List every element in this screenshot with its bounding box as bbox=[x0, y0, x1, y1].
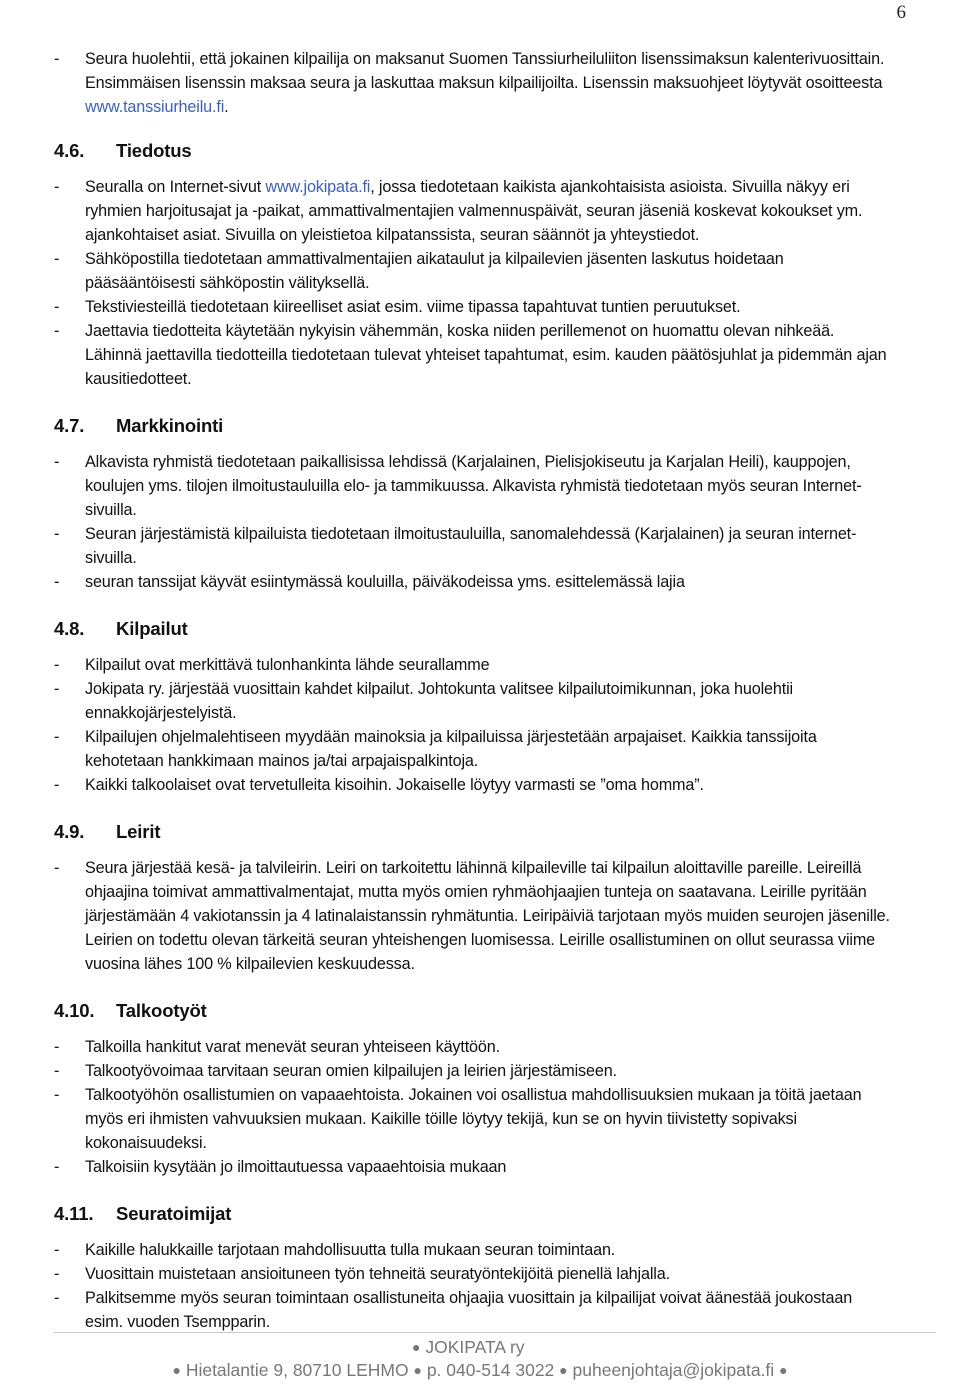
list-item: - Kaikille halukkaille tarjotaan mahdollisuutta tulla mukaan seuran toimintaan. bbox=[54, 1238, 894, 1262]
list-item: - seuran tanssijat käyvät esiintymässä kouluilla, päiväkodeissa yms. esittelemässä lajia bbox=[54, 570, 894, 594]
section-heading-leirit: 4.9. Leirit bbox=[54, 821, 161, 842]
list-item: - Alkavista ryhmistä tiedotetaan paikallisissa lehdissä (Karjalainen, Pielisjokiseutu ja Karjalan Heili), kauppojen, koulujen yms. tilojen ilmoitustauluilla elo- ja tammikuussa. Alkavista ryhmistä tiedotetaan myös seuran Internet-sivuilla. bbox=[54, 450, 894, 522]
footer-email[interactable]: puheenjohtaja@jokipata.fi bbox=[572, 1360, 775, 1380]
footer-phone: p. 040-514 3022 bbox=[426, 1360, 555, 1380]
list-item: - Tekstiviesteillä tiedotetaan kiireelliset asiat esim. viime tipassa tapahtuvat tuntien peruutukset. bbox=[54, 295, 894, 319]
footer-contact bbox=[0, 1360, 960, 1381]
list-item-text: Kilpailut ovat merkittävä tulonhankinta lähde seurallamme bbox=[85, 656, 490, 674]
list-item-text: Talkoilla hankitut varat menevät seuran yhteiseen käyttöön. bbox=[85, 1038, 500, 1056]
list-item-text: Palkitsemme myös seuran toimintaan osallistuneita ohjaajia vuosittain ja kilpailijat voivat äänestää joukostaan esim. vuoden Tsempparin. bbox=[85, 1289, 853, 1331]
bullet-icon: ● bbox=[412, 1339, 421, 1355]
list-item: - Vuosittain muistetaan ansioituneen työn tehneitä seuratyöntekijöitä pienellä lahjalla. bbox=[54, 1262, 894, 1286]
page-number: 6 bbox=[896, 2, 906, 23]
list-item-text: Talkoisiin kysytään jo ilmoittautuessa vapaaehtoisia mukaan bbox=[85, 1158, 507, 1176]
section-tiedotus bbox=[54, 175, 894, 391]
list-item-text: Seuralla on Internet-sivut www.jokipata.fi, jossa tiedotetaan kaikista ajankohtaisista asioista. Sivuilla näkyy eri ryhmien harjoitusajat ja -paikat, ammattivalmentajien valmennuspäivät, seuran jäseniä koskevat kokoukset ym. ajankohtaiset asiat. Sivuilla on yleistietoa kilpatanssista, seuran säännöt ja yhteystiedot. bbox=[85, 178, 863, 244]
list-item: - Seura järjestää kesä- ja talvileirin. Leiri on tarkoitettu lähinnä kilpaileville tai kilpailun aloittaville pareille. Leireillä ohjaajina toimivat ammattivalmentajat, mutta myös omien ryhmäohjaajien tunteja on saatavana. Leirille pyritään järjestämään 4 vakiotanssin ja 4 latinalaistanssin ryhmätuntia. Leiripäiviä tarjotaan myös muiden seurojen jäsenille. Leirien on todettu olevan tärkeitä seuran yhteishengen luomisessa. Leirille osallistuminen on ollut seurassa viime vuosina lähes 100 % kilpailevien keskuudessa. bbox=[54, 856, 894, 976]
bullet-icon: ● bbox=[172, 1362, 181, 1378]
list-item: - Sähköpostilla tiedotetaan ammattivalmentajien aikataulut ja kilpailevien jäsenten laskutus hoidetaan pääsääntöisesti sähköpostin välityksellä. bbox=[54, 247, 894, 295]
list-item: - Kilpailut ovat merkittävä tulonhankinta lähde seurallamme bbox=[54, 653, 894, 677]
list-item: - Kilpailujen ohjelmalehtiseen myydään mainoksia ja kilpailuissa järjestetään arpajaiset. Kaikkia tanssijoita kehotetaan hankkimaan mainos ja/tai arpajaispalkintoja. bbox=[54, 725, 894, 773]
list-item: - Jokipata ry. järjestää vuosittain kahdet kilpailut. Johtokunta valitsee kilpailutoimikunnan, joka huolehtii ennakkojärjestelyistä. bbox=[54, 677, 894, 725]
list-item-text: Seura huolehtii, että jokainen kilpailija on maksanut Suomen Tanssiurheiluliiton lisenssimaksun kalenterivuosittain. Ensimmäisen lisenssin maksaa seura ja laskuttaa maksun kilpailijoilta. Lisenssin maksuohjeet löytyvät osoitteesta www.tanssiurheilu.fi. bbox=[85, 50, 885, 116]
list-item-text: Seuran järjestämistä kilpailuista tiedotetaan ilmoitustauluilla, sanomalehdessä (Karjalainen) ja seuran internet-sivuilla. bbox=[85, 525, 857, 567]
list-item: - Kaikki talkoolaiset ovat tervetulleita kisoihin. Jokaiselle löytyy varmasti se ”oma homma”. bbox=[54, 773, 894, 797]
document-body bbox=[54, 47, 894, 1334]
list-item-text: Alkavista ryhmistä tiedotetaan paikallisissa lehdissä (Karjalainen, Pielisjokiseutu ja Karjalan Heili), kauppojen, koulujen yms. tilojen ilmoitustauluilla elo- ja tammikuussa. Alkavista ryhmistä tiedotetaan myös seuran Internet-sivuilla. bbox=[85, 453, 862, 519]
section-heading-markkinointi: 4.7. Markkinointi bbox=[54, 415, 224, 436]
dash-bullet: - bbox=[54, 178, 60, 196]
list-item-text: Sähköpostilla tiedotetaan ammattivalmentajien aikataulut ja kilpailevien jäsenten laskutus hoidetaan pääsääntöisesti sähköpostin välityksellä. bbox=[85, 250, 784, 292]
list-item bbox=[54, 47, 894, 119]
list-item: - Talkoisiin kysytään jo ilmoittautuessa vapaaehtoisia mukaan bbox=[54, 1155, 894, 1179]
list-item-text: Tekstiviesteillä tiedotetaan kiireelliset asiat esim. viime tipassa tapahtuvat tuntien peruutukset. bbox=[85, 298, 741, 316]
list-item-text: Jaettavia tiedotteita käytetään nykyisin vähemmän, koska niiden perillemenot on huomattu olevan nihkeää. Lähinnä jaettavilla tiedotteilla tiedotetaan tulevat yhteiset tapahtumat, esim. kauden päätösjuhlat ja pidemmän ajan kausitiedotteet. bbox=[85, 322, 887, 388]
section-kilpailut bbox=[54, 653, 894, 797]
list-item: - Seuran järjestämistä kilpailuista tiedotetaan ilmoitustauluilla, sanomalehdessä (Karjalainen) ja seuran internet-sivuilla. bbox=[54, 522, 894, 570]
list-item-text: Talkootyövoimaa tarvitaan seuran omien kilpailujen ja leirien järjestämiseen. bbox=[85, 1062, 617, 1080]
bullet-icon: ● bbox=[779, 1362, 788, 1378]
section-seuratoimijat bbox=[54, 1238, 894, 1334]
list-item-text: Kaikille halukkaille tarjotaan mahdollisuutta tulla mukaan seuran toimintaan. bbox=[85, 1241, 616, 1259]
section-heading-talkootyot: 4.10. Talkootyöt bbox=[54, 1000, 207, 1021]
footer-org: ● JOKIPATA ry bbox=[412, 1337, 525, 1357]
list-item bbox=[54, 175, 894, 247]
section-heading-tiedotus: 4.6. Tiedotus bbox=[54, 140, 192, 161]
list-item-text: Jokipata ry. järjestää vuosittain kahdet kilpailut. Johtokunta valitsee kilpailutoimikunnan, joka huolehtii ennakkojärjestelyistä. bbox=[85, 680, 794, 722]
footer-divider bbox=[54, 1332, 936, 1333]
list-item-text: Talkootyöhön osallistumien on vapaaehtoista. Jokainen voi osallistua mahdollisuuksien mukaan ja töitä jaetaan myös eri ihmisten vahvuuksien mukaan. Kaikille töille löytyy tekijä, kun se on hyvin tiivistetty sopivaksi kokonaisuudeksi. bbox=[85, 1086, 862, 1152]
list-item: - Talkootyöhön osallistumien on vapaaehtoista. Jokainen voi osallistua mahdollisuuksien mukaan ja töitä jaetaan myös eri ihmisten vahvuuksien mukaan. Kaikille töille löytyy tekijä, kun se on hyvin tiivistetty sopivaksi kokonaisuudeksi. bbox=[54, 1083, 894, 1155]
list-item-text: Vuosittain muistetaan ansioituneen työn tehneitä seuratyöntekijöitä pienellä lahjalla. bbox=[85, 1265, 670, 1283]
section-intro bbox=[54, 47, 894, 119]
list-item: - Jaettavia tiedotteita käytetään nykyisin vähemmän, koska niiden perillemenot on huomattu olevan nihkeää. Lähinnä jaettavilla tiedotteilla tiedotetaan tulevat yhteiset tapahtumat, esim. kauden päätösjuhlat ja pidemmän ajan kausitiedotteet. bbox=[54, 319, 894, 391]
bullet-icon: ● bbox=[413, 1362, 422, 1378]
bullet-icon: ● bbox=[559, 1362, 568, 1378]
section-heading-seuratoimijat: 4.11. Seuratoimijat bbox=[54, 1203, 232, 1224]
section-leirit bbox=[54, 856, 894, 976]
tanssiurheilu-link[interactable]: www.tanssiurheilu.fi bbox=[85, 98, 225, 116]
section-markkinointi bbox=[54, 450, 894, 594]
list-item: - Talkoilla hankitut varat menevät seuran yhteiseen käyttöön. bbox=[54, 1035, 894, 1059]
section-talkootyot bbox=[54, 1035, 894, 1179]
list-item-text: seuran tanssijat käyvät esiintymässä kouluilla, päiväkodeissa yms. esittelemässä lajia bbox=[85, 573, 685, 591]
list-item: - Palkitsemme myös seuran toimintaan osallistuneita ohjaajia vuosittain ja kilpailijat voivat äänestää joukostaan esim. vuoden Tsempparin. bbox=[54, 1286, 894, 1334]
list-item-text: Kaikki talkoolaiset ovat tervetulleita kisoihin. Jokaiselle löytyy varmasti se ”oma homma”. bbox=[85, 776, 704, 794]
dash-bullet: - bbox=[54, 50, 60, 68]
jokipata-link[interactable]: www.jokipata.fi bbox=[265, 178, 371, 196]
footer-address: Hietalantie 9, 80710 LEHMO bbox=[185, 1360, 409, 1380]
list-item-text: Kilpailujen ohjelmalehtiseen myydään mainoksia ja kilpailuissa järjestetään arpajaiset. Kaikkia tanssijoita kehotetaan hankkimaan mainos ja/tai arpajaispalkintoja. bbox=[85, 728, 817, 770]
section-heading-kilpailut: 4.8. Kilpailut bbox=[54, 618, 188, 639]
list-item-text: Seura järjestää kesä- ja talvileirin. Leiri on tarkoitettu lähinnä kilpaileville tai kilpailun aloittaville pareille. Leireillä ohjaajina toimivat ammattivalmentajat, mutta myös omien ryhmäohjaajien tunteja on saatavana. Leirille pyritään järjestämään 4 vakiotanssin ja 4 latinalaistanssin ryhmätuntia. Leiripäiviä tarjotaan myös muiden seurojen jäsenille. Leirien on todettu olevan tärkeitä seuran yhteishengen luomisessa. Leirille osallistuminen on ollut seurassa viime vuosina lähes 100 % kilpailevien keskuudessa. bbox=[85, 859, 890, 973]
list-item: - Talkootyövoimaa tarvitaan seuran omien kilpailujen ja leirien järjestämiseen. bbox=[54, 1059, 894, 1083]
